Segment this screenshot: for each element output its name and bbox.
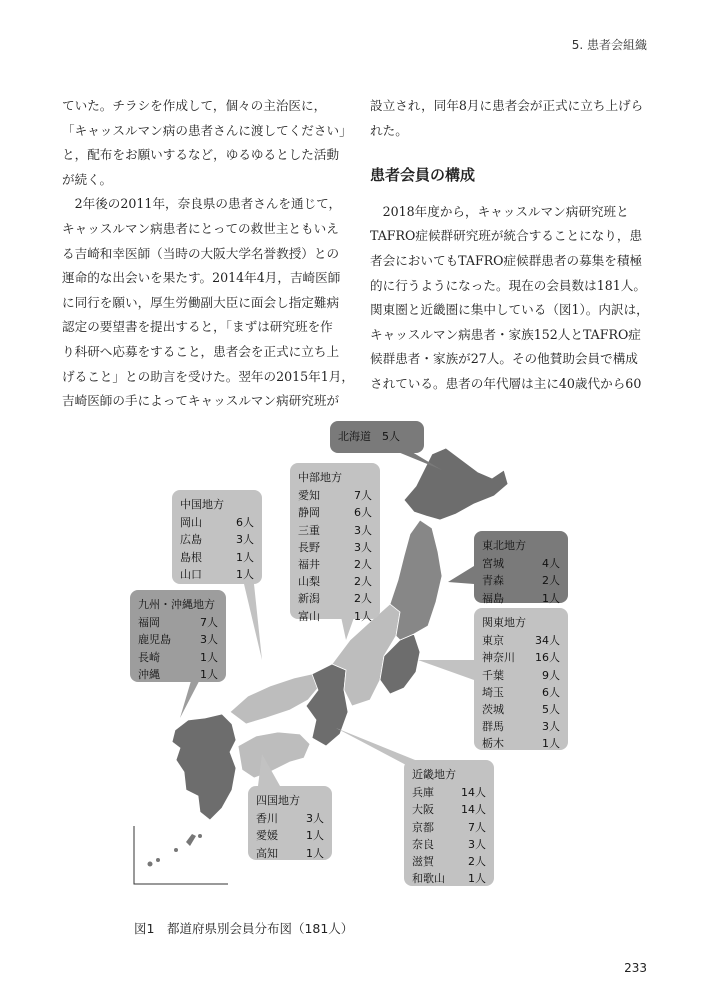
prefecture-name: 福島 [482, 591, 504, 605]
left-column-line: 2年後の2011年，奈良県の患者さんを通じて， [62, 196, 342, 212]
kanto-row [482, 684, 560, 701]
prefecture-name: 滋賀 [412, 855, 434, 869]
pointer-tohoku [448, 566, 474, 584]
prefecture-name: 愛媛 [256, 829, 278, 843]
left-column-line: が続く。 [62, 171, 113, 187]
member-count: 14人 [461, 786, 486, 800]
member-count: 6人 [236, 516, 254, 530]
left-column-line: 認定の要望書を提出すると，「まずは研究班を作 [62, 319, 333, 335]
member-count: 1人 [200, 667, 218, 681]
tohoku-row [482, 572, 560, 589]
right-top-line: れた。 [370, 122, 408, 138]
callout-chubu [290, 463, 380, 623]
kinki-row [412, 801, 486, 818]
callout-hokkaido [330, 421, 424, 453]
prefecture-name: 山口 [180, 567, 202, 581]
callout-kyushu [130, 590, 226, 682]
chubu-row [298, 556, 372, 573]
member-count: 9人 [542, 668, 560, 682]
kanto-row [482, 735, 560, 752]
prefecture-name: 和歌山 [412, 872, 445, 886]
chugoku-title: 中国地方 [180, 498, 224, 511]
member-count: 4人 [542, 557, 560, 571]
member-count: 1人 [306, 846, 324, 860]
prefecture-name: 高知 [256, 846, 278, 860]
tohoku-row [482, 555, 560, 572]
prefecture-name: 福井 [298, 558, 320, 572]
prefecture-name: 三重 [298, 523, 320, 537]
shikoku-shape [238, 732, 310, 778]
right-body-line: 的に行うようになった。現在の会員数は181人。 [370, 277, 646, 293]
chubu-row [298, 504, 372, 521]
chubu-row [298, 522, 372, 539]
prefecture-name: 長野 [298, 540, 320, 554]
shikoku-row [256, 810, 324, 827]
prefecture-name: 茨城 [482, 703, 504, 717]
tohoku-title: 東北地方 [482, 539, 526, 552]
tohoku-row [482, 590, 560, 607]
member-count: 1人 [200, 650, 218, 664]
prefecture-name: 京都 [412, 820, 434, 834]
member-count: 7人 [200, 616, 218, 630]
callout-tohoku [474, 531, 568, 603]
kyushu-title: 九州・沖縄地方 [138, 598, 215, 611]
chugoku-row [180, 514, 254, 531]
right-body-line: 関東圏と近畿圏に集中している（図1）。内訳は， [370, 302, 649, 318]
right-body-line: 候群患者・家族が27人。その他賛助会員で構成 [370, 351, 638, 367]
member-count: 3人 [542, 720, 560, 734]
member-count: 3人 [306, 812, 324, 826]
prefecture-name: 奈良 [412, 837, 434, 851]
prefecture-name: 岡山 [180, 516, 202, 530]
member-count: 3人 [468, 837, 486, 851]
kanto-row [482, 632, 560, 649]
member-count: 2人 [354, 575, 372, 589]
chubu-title: 中部地方 [298, 471, 342, 484]
shikoku-row [256, 845, 324, 862]
right-body-line: されている。患者の年代層は主に40歳代から60 [370, 375, 642, 391]
member-count: 2人 [468, 855, 486, 869]
member-count: 2人 [542, 574, 560, 588]
shikoku-title: 四国地方 [256, 794, 300, 807]
member-count: 3人 [354, 540, 372, 554]
section-heading: 患者会員の構成 [370, 166, 476, 185]
chugoku-row [180, 549, 254, 566]
figure-caption: 図1 都道府県別会員分布図（181人） [134, 921, 354, 936]
left-column-line: キャッスルマン病患者にとっての救世主ともいえ [62, 220, 339, 236]
prefecture-name: 富山 [298, 609, 320, 623]
member-count: 5人 [542, 703, 560, 717]
member-count: 2人 [354, 592, 372, 606]
member-count: 2人 [354, 558, 372, 572]
left-column-line: 「キャッスルマン病の患者さんに渡してください」 [62, 122, 352, 138]
prefecture-name: 大阪 [412, 803, 434, 817]
right-top-line: 設立され，同年8月に患者会が正式に立ち上げら [370, 98, 644, 113]
chubu-row [298, 590, 372, 607]
prefecture-name: 栃木 [482, 737, 504, 751]
kyushu-shape [172, 714, 236, 820]
prefecture-name: 兵庫 [412, 786, 434, 800]
prefecture-name: 長崎 [138, 650, 160, 664]
callout-kanto [474, 608, 568, 750]
member-count: 1人 [236, 567, 254, 581]
pointer-kanto [418, 660, 474, 680]
kinki-row [412, 853, 486, 870]
prefecture-name: 島根 [180, 550, 202, 564]
kinki-row [412, 836, 486, 853]
chubu-row [298, 608, 372, 625]
kanto-row [482, 718, 560, 735]
prefecture-name: 広島 [180, 533, 202, 547]
kyushu-row [138, 666, 218, 683]
right-body-line: 者会においてもTAFRO症候群患者の募集を積極 [370, 252, 643, 268]
callout-chugoku [172, 490, 262, 584]
prefecture-name: 香川 [256, 812, 278, 826]
running-header: 5. 患者会組織 [571, 38, 647, 52]
kinki-row [412, 870, 486, 887]
prefecture-name: 福岡 [138, 616, 160, 630]
member-count: 1人 [354, 609, 372, 623]
kanto-title: 関東地方 [482, 616, 526, 629]
prefecture-name: 神奈川 [482, 651, 515, 665]
member-count: 7人 [354, 489, 372, 503]
prefecture-name: 青森 [482, 574, 504, 588]
prefecture-name: 静岡 [298, 506, 320, 520]
member-count: 16人 [535, 651, 560, 665]
kanto-row [482, 667, 560, 684]
left-column-line: 運命的な出会いを果たす。2014年4月，吉崎医師 [62, 270, 341, 286]
okinawa-inset-frame [134, 826, 228, 884]
hokkaido-label: 北海道 5人 [338, 430, 400, 443]
kanto-row [482, 701, 560, 718]
left-column-line: り科研へ応募をすること，患者会を正式に立ち上 [62, 343, 340, 359]
page-number: 233 [624, 961, 647, 975]
kinki-row [412, 819, 486, 836]
member-count: 14人 [461, 803, 486, 817]
kinki-row [412, 784, 486, 801]
member-count: 1人 [306, 829, 324, 843]
member-count: 34人 [535, 634, 560, 648]
prefecture-name: 群馬 [482, 720, 504, 734]
prefecture-name: 宮城 [482, 557, 504, 571]
kyushu-row [138, 614, 218, 631]
prefecture-name: 山梨 [298, 575, 320, 589]
prefecture-name: 沖縄 [138, 667, 160, 681]
kinki-title: 近畿地方 [412, 768, 456, 781]
kanto-row [482, 649, 560, 666]
left-column-line: げること」との助言を受けた。翌年の2015年1月， [62, 368, 354, 384]
left-column-line: に同行を願い，厚生労働副大臣に面会し指定難病 [62, 294, 340, 310]
member-count: 3人 [236, 533, 254, 547]
member-count: 6人 [354, 506, 372, 520]
kyushu-row [138, 649, 218, 666]
prefecture-name: 新潟 [298, 592, 320, 606]
left-column-line: 吉崎医師の手によってキャッスルマン病研究班が [62, 393, 340, 409]
member-count: 7人 [468, 820, 486, 834]
chubu-row [298, 573, 372, 590]
left-column-line: と，配布をお願いするなど，ゆるゆるとした活動 [62, 147, 340, 163]
shikoku-row [256, 827, 324, 844]
right-body-line: TAFRO症候群研究班が統合することになり，患 [370, 228, 643, 244]
left-column-line: る吉崎和幸医師（当時の大阪大学名誉教授）との [62, 245, 340, 261]
member-count: 1人 [236, 550, 254, 564]
member-count: 1人 [542, 737, 560, 751]
prefecture-name: 愛知 [298, 489, 320, 503]
member-count: 3人 [354, 523, 372, 537]
callout-shikoku [248, 786, 332, 860]
prefecture-name: 埼玉 [482, 685, 504, 699]
left-column-line: ていた。チラシを作成して，個々の主治医に， [62, 98, 327, 113]
prefecture-name: 鹿児島 [138, 633, 171, 647]
chugoku-shape [230, 674, 318, 724]
prefecture-name: 東京 [482, 634, 504, 648]
kyushu-row [138, 631, 218, 648]
chugoku-row [180, 566, 254, 583]
member-count: 3人 [200, 633, 218, 647]
chubu-row [298, 487, 372, 504]
member-count: 1人 [542, 591, 560, 605]
member-count: 1人 [468, 872, 486, 886]
pointer-chugoku [244, 584, 262, 660]
right-body-line: キャッスルマン病患者・家族152人とTAFRO症 [370, 326, 641, 342]
okinawa-islands [148, 834, 203, 867]
chubu-row [298, 539, 372, 556]
callout-kinki [404, 760, 494, 886]
member-count: 6人 [542, 685, 560, 699]
chugoku-row [180, 531, 254, 548]
prefecture-name: 千葉 [482, 668, 504, 682]
right-body-line: 2018年度から，キャッスルマン病研究班と [370, 203, 629, 219]
